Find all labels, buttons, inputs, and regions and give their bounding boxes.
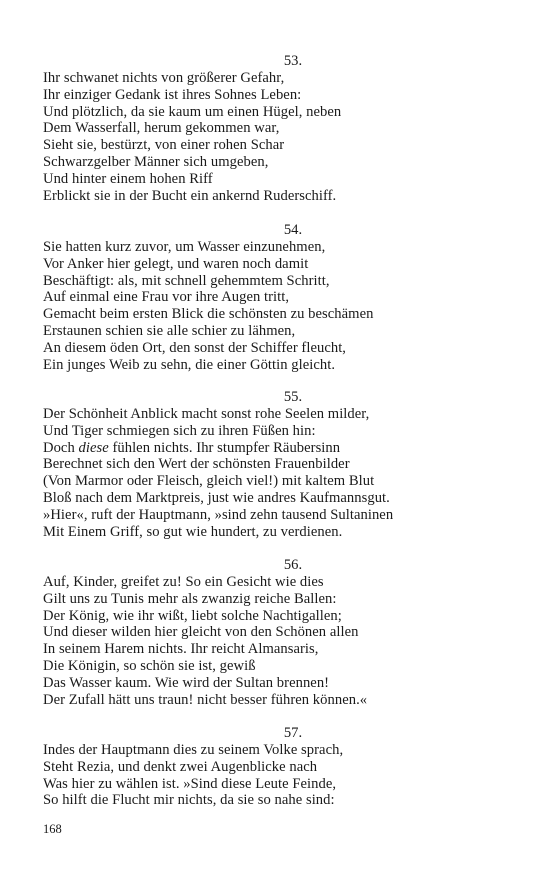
verse-line: Steht Rezia, und denkt zwei Augenblicke nach	[43, 758, 318, 775]
verse-line: Ihr schwanet nichts von größerer Gefahr,	[43, 70, 285, 86]
stanza-number: 53.	[283, 53, 303, 69]
verse-line: Ein junges Weib zu sehn, die einer Göttin gleicht.	[43, 356, 336, 373]
verse-line: Auf, Kinder, greifet zu! So ein Gesicht wie dies	[43, 574, 324, 590]
verse-line: Beschäftigt: als, mit schnell gehemmtem Schritt,	[43, 272, 330, 289]
verse-line: Und dieser wilden hier gleicht von den Schönen allen	[43, 624, 359, 641]
stanza	[43, 725, 523, 809]
verse-line: Gemacht beim ersten Blick die schönsten zu beschämen	[43, 306, 374, 323]
verse-line: Ihr einziger Gedank ist ihres Sohnes Leben:	[43, 86, 302, 103]
verse-line	[43, 440, 523, 457]
verse-line: »Hier«, ruft der Hauptmann, »sind zehn tausend Sultaninen	[43, 506, 394, 523]
verse-line: Erstaunen schien sie alle schier zu lähmen,	[43, 322, 296, 339]
verse-line: Und plötzlich, da sie kaum um einen Hügel, neben	[43, 103, 342, 120]
verse-line: Sieht sie, bestürzt, von einer rohen Schar	[43, 137, 285, 154]
stanza	[43, 389, 523, 540]
verse-line: Der Zufall hätt uns traun! nicht besser führen können.«	[43, 691, 368, 708]
verse-line: Indes der Hauptmann dies zu seinem Volke sprach,	[43, 742, 344, 758]
verse-line: Die Königin, so schön sie ist, gewiß	[43, 657, 256, 674]
verse-line: Berechnet sich den Wert der schönsten Frauenbilder	[43, 456, 350, 473]
verse-line: Der König, wie ihr wißt, liebt solche Nachtigallen;	[43, 607, 342, 624]
verse-line: Das Wasser kaum. Wie wird der Sultan brennen!	[43, 674, 330, 691]
verse-line: Auf einmal eine Frau vor ihre Augen tritt,	[43, 289, 290, 306]
verse-line: An diesem öden Ort, den sonst der Schiffer fleucht,	[43, 339, 346, 356]
verse-line: Schwarzgelber Männer sich umgeben,	[43, 153, 269, 170]
verse-text: Doch	[43, 439, 79, 456]
verse-line: Und Tiger schmiegen sich zu ihren Füßen hin:	[43, 422, 316, 439]
emphasized-word: diese	[78, 439, 109, 456]
verse-line: Der Schönheit Anblick macht sonst rohe Seelen milder,	[43, 406, 370, 422]
stanza	[43, 557, 523, 708]
stanza-number: 56.	[283, 557, 303, 573]
stanza	[43, 222, 523, 373]
verse-line: (Von Marmor oder Fleisch, gleich viel!) mit kaltem Blut	[43, 473, 375, 490]
stanza-number: 54.	[283, 222, 303, 238]
verse-line: Erblickt sie in der Bucht ein ankernd Ruderschiff.	[43, 187, 337, 204]
verse-line: Sie hatten kurz zuvor, um Wasser einzunehmen,	[43, 239, 326, 255]
verse-line: Was hier zu wählen ist. »Sind diese Leute Feinde,	[43, 775, 337, 792]
verse-line: In seinem Harem nichts. Ihr reicht Almansaris,	[43, 641, 319, 658]
verse-line: Gilt uns zu Tunis mehr als zwanzig reiche Ballen:	[43, 590, 337, 607]
verse-line: Vor Anker hier gelegt, und waren noch damit	[43, 255, 309, 272]
stanza-number: 55.	[283, 389, 303, 405]
verse-line: Mit Einem Griff, so gut wie hundert, zu verdienen.	[43, 523, 343, 540]
verse-line: So hilft die Flucht mir nichts, da sie so nahe sind:	[43, 792, 335, 809]
stanza-number: 57.	[283, 725, 303, 741]
verse-line: Und hinter einem hohen Riff	[43, 170, 213, 187]
page-number: 168	[43, 822, 62, 836]
verse-text: fühlen nichts. Ihr stumpfer Räubersinn	[108, 439, 341, 456]
stanza	[43, 53, 523, 204]
verse-line: Bloß nach dem Marktpreis, just wie andres Kaufmannsgut.	[43, 489, 390, 506]
verse-line: Dem Wasserfall, herum gekommen war,	[43, 120, 280, 137]
